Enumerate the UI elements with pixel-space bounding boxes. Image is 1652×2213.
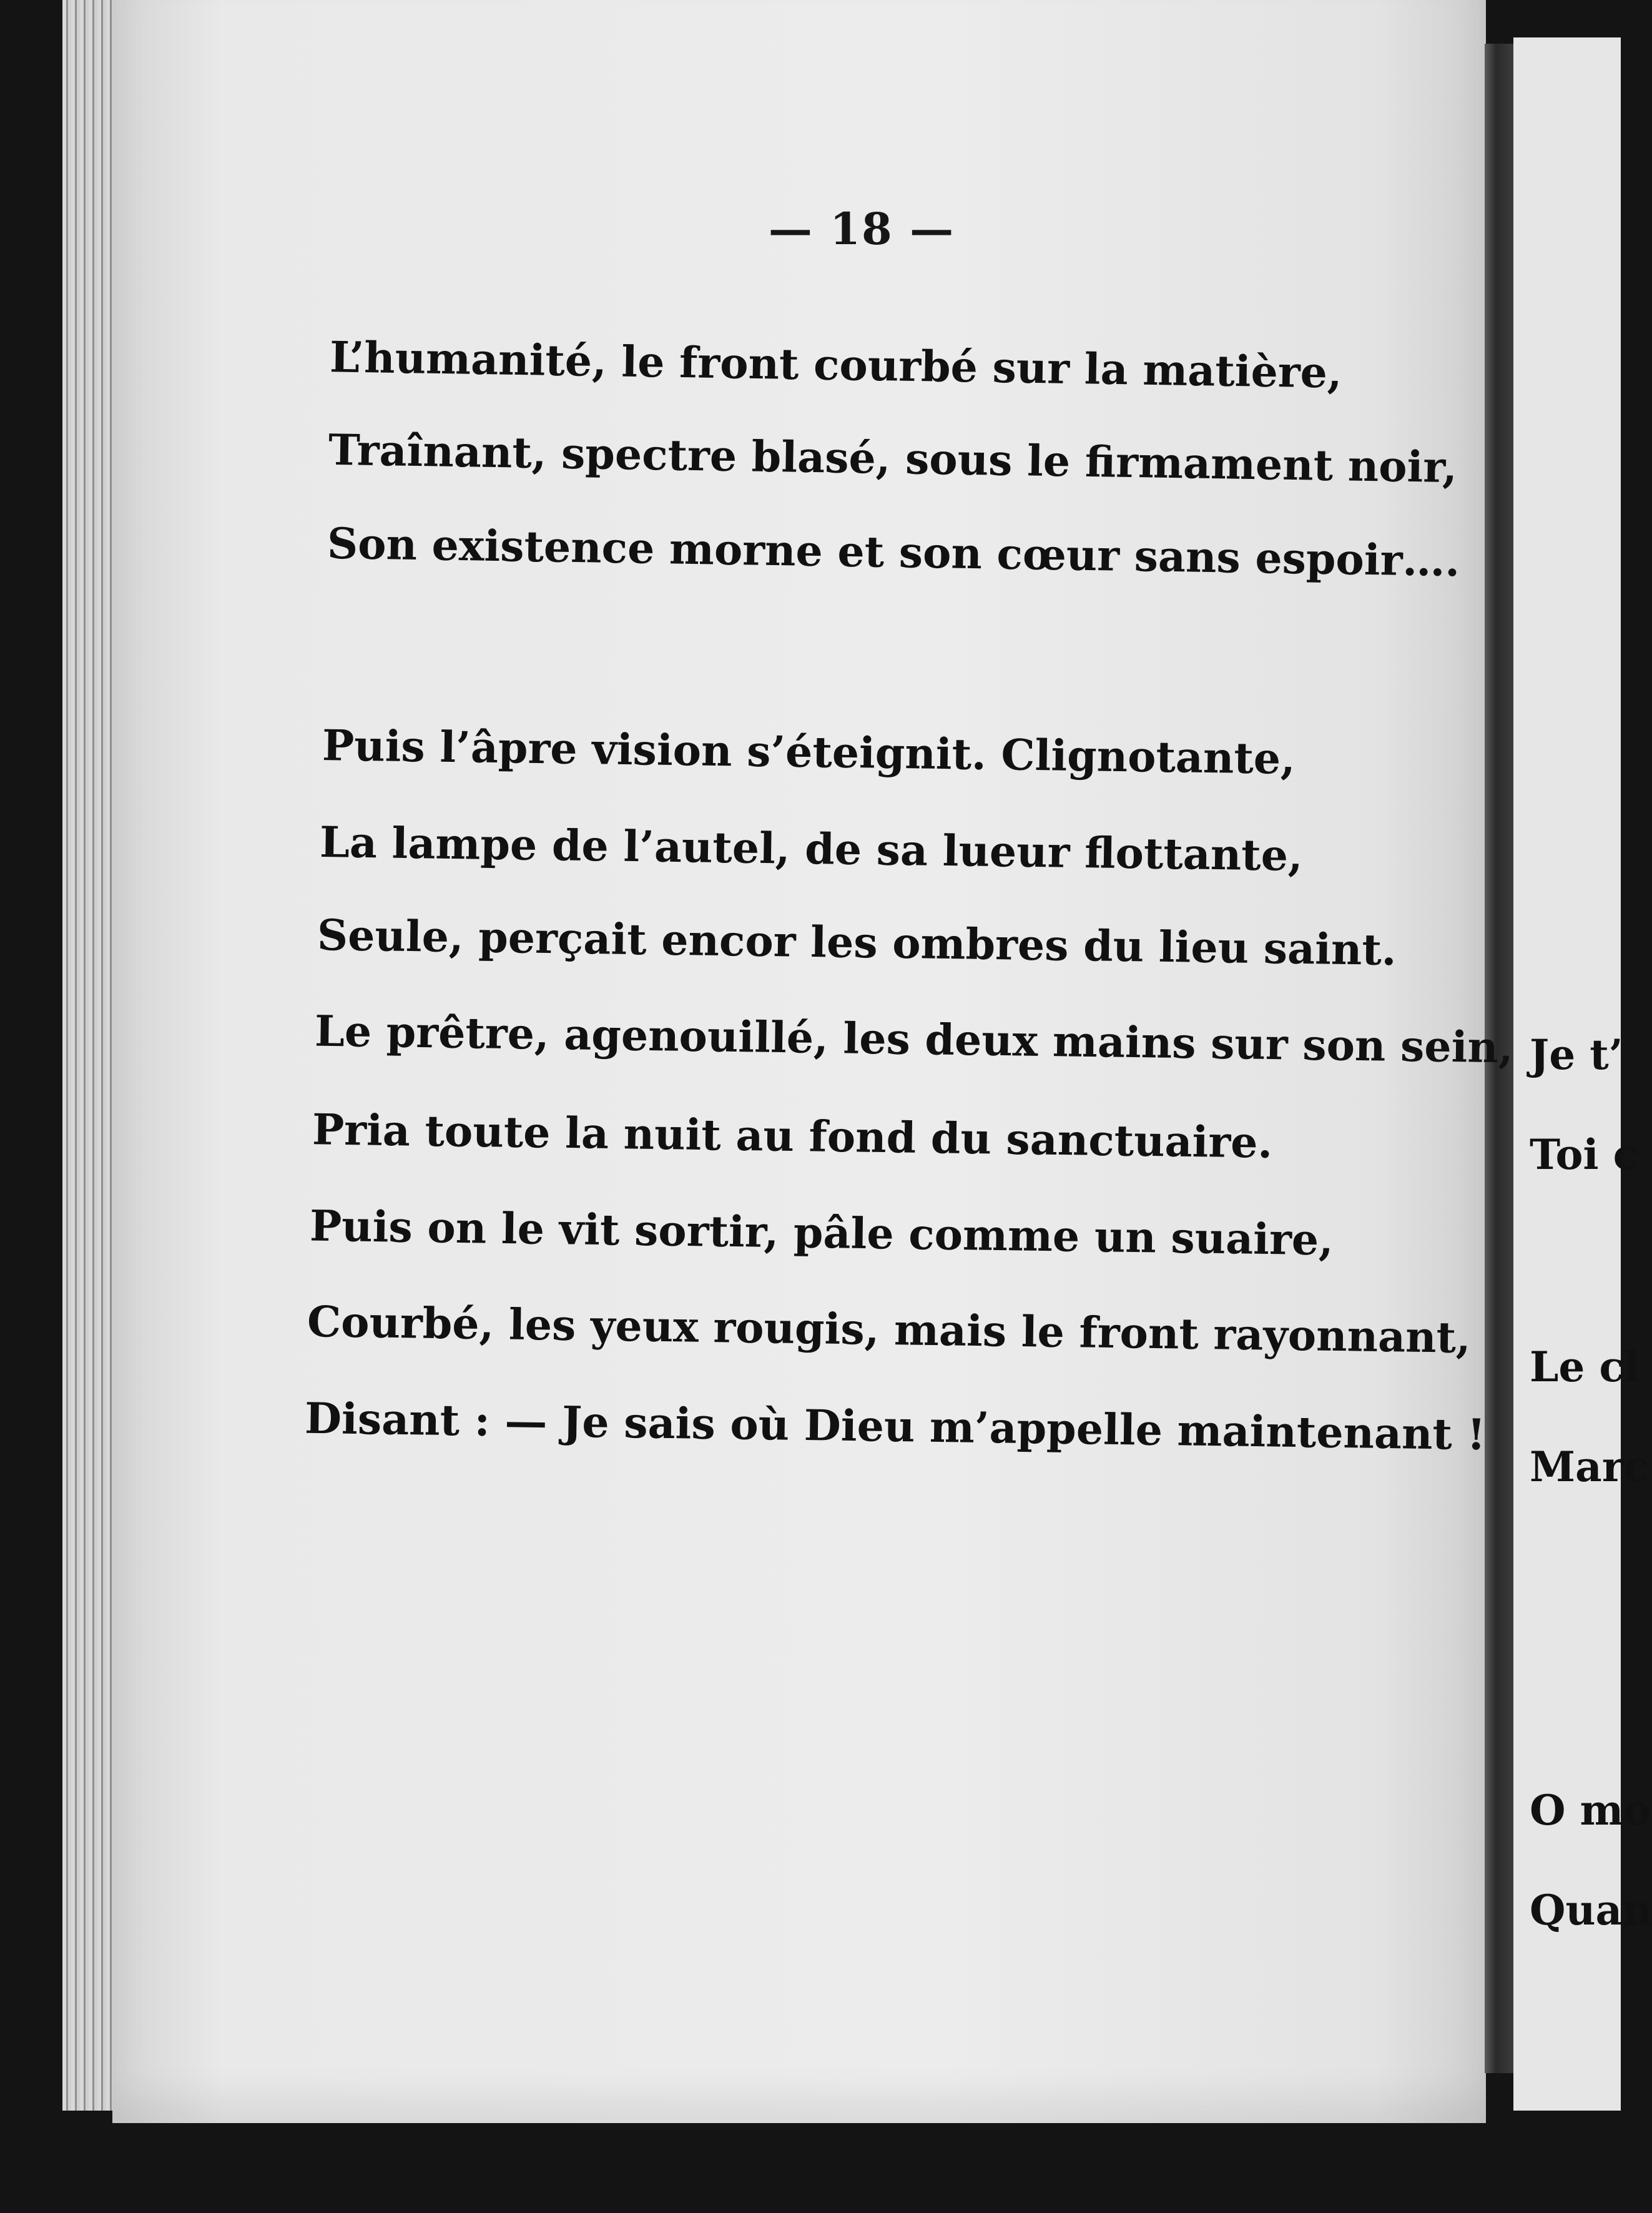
page-number: — 18 — (768, 203, 955, 255)
verse-line: La lampe de l’autel, de sa lueur flottante, (319, 817, 1304, 881)
right-page-line: Quan (1530, 1886, 1652, 1935)
verse-line: Disant : — Je sais où Dieu m’appelle maintenant ! (304, 1393, 1486, 1461)
right-page-line: Toi c (1530, 1130, 1638, 1179)
verse-line: Son existence morne et son cœur sans espoir…. (327, 518, 1460, 587)
verse-line: Traînant, spectre blasé, sous le firmament noir, (328, 425, 1458, 493)
verse-line: Courbé, les yeux rougis, mais le front rayonnant, (307, 1296, 1472, 1364)
right-page-line: Le cl (1530, 1343, 1640, 1391)
verse-line: Seule, perçait encor les ombres du lieu saint. (317, 910, 1397, 976)
verse-line: L’humanité, le front courbé sur la matière, (329, 332, 1343, 398)
right-page-line: Marc (1530, 1442, 1649, 1491)
right-page-line: Je t’ (1530, 1030, 1623, 1079)
verse-line: Puis l’âpre vision s’éteignit. Clignotante, (322, 721, 1296, 784)
verse-line: Pria toute la nuit au fond du sanctuaire. (312, 1105, 1273, 1168)
right-page-line: O mo (1530, 1786, 1651, 1835)
verse-line: Puis on le vit sortir, pâle comme un suaire, (309, 1201, 1334, 1266)
verse-line: Le prêtre, agenouillé, les deux mains sur son sein, (314, 1006, 1514, 1073)
